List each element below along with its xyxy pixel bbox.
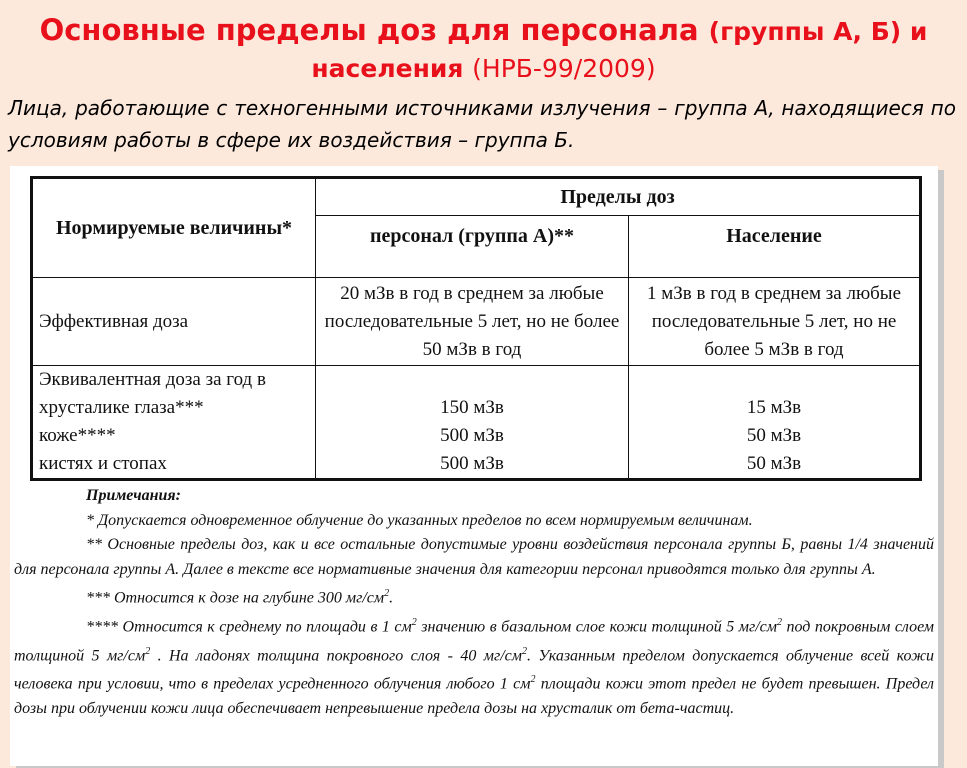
population-effective-dose: 1 мЗв в год в среднем за любые последовательные 5 лет, но не более 5 мЗв в год <box>629 278 921 366</box>
title-norm-reference: (НРБ-99/2009) <box>472 54 656 83</box>
organ-hands-feet: кистях и стопах <box>39 453 167 474</box>
dose-limits-table <box>30 176 922 481</box>
population-hands-feet: 50 мЗв <box>746 453 802 474</box>
population-lens: 15 мЗв <box>746 397 802 418</box>
population-skin: 50 мЗв <box>746 425 802 446</box>
document-sheet <box>10 166 938 766</box>
note-3: *** Относится к дозе на глубине 300 $мг/см^2$. <box>86 588 394 607</box>
personnel-hands-feet: 500 мЗв <box>440 453 504 474</box>
personnel-skin: 500 мЗв <box>440 425 504 446</box>
header-personnel: персонал (группа А)** <box>316 216 629 278</box>
organ-skin: коже**** <box>39 425 116 446</box>
quantity-effective-dose: Эффективная доза <box>32 278 316 366</box>
organ-lens: хрусталике глаза*** <box>39 397 204 418</box>
header-limits: Пределы доз <box>316 178 921 216</box>
title-population: населения <box>311 54 464 83</box>
notes <box>14 484 934 722</box>
population-equivalent-dose <box>629 366 921 480</box>
personnel-effective-dose: 20 мЗв в год в среднем за любые последовательные 5 лет, но не более 50 мЗв в год <box>316 278 629 366</box>
note-1: * Допускается одновременное облучение до указанных пределов по всем нормируемым величинам. <box>86 511 753 529</box>
notes-heading: Примечания: <box>86 487 181 504</box>
personnel-lens: 150 мЗв <box>440 397 504 418</box>
equivalent-dose-label: Эквивалентная доза за год в <box>39 369 266 390</box>
personnel-equivalent-dose <box>316 366 629 480</box>
quantity-equivalent-dose <box>32 366 316 480</box>
table-row <box>32 366 921 480</box>
title-groups: (группы А, Б) и <box>708 17 928 46</box>
page-title <box>0 10 967 86</box>
title-main: Основные пределы доз для персонала <box>39 13 699 47</box>
subtitle: Лица, работающие с техногенными источниками излучения – группа А, находящиеся по условиям работы в сфере их воздействия – группа Б. <box>8 96 956 152</box>
note-2: ** Основные пределы доз, как и все остальные допустимые уровни воздействия персонала группы Б, равны 1/4 значений для персонала группы А. Далее в тексте все нормативные значения для категории персонал приводятся только для группы А. <box>14 536 934 578</box>
table-row <box>32 278 921 366</box>
header-quantity: Нормируемые величины* <box>32 178 316 278</box>
note-4: **** Относится к среднему по площади в 1 $см^2$ значению в базальном слое кожи толщиной 5 $мг/см^2$ под покровным слоем толщиной 5 $мг/см^2$ . На ладонях толщина покровного слоя - 40 $мг/см^2$. Указанным пределом допускается облучение всей кожи человека при условии, что в пределах усредненного облучения любого 1 $см^2$ площади кожи этот предел не будет превышен. Предел дозы при облучении кожи лица обеспечивает непревышение предела дозы на хрусталик от бета-частиц. <box>14 616 935 718</box>
header-population: Население <box>629 216 921 278</box>
